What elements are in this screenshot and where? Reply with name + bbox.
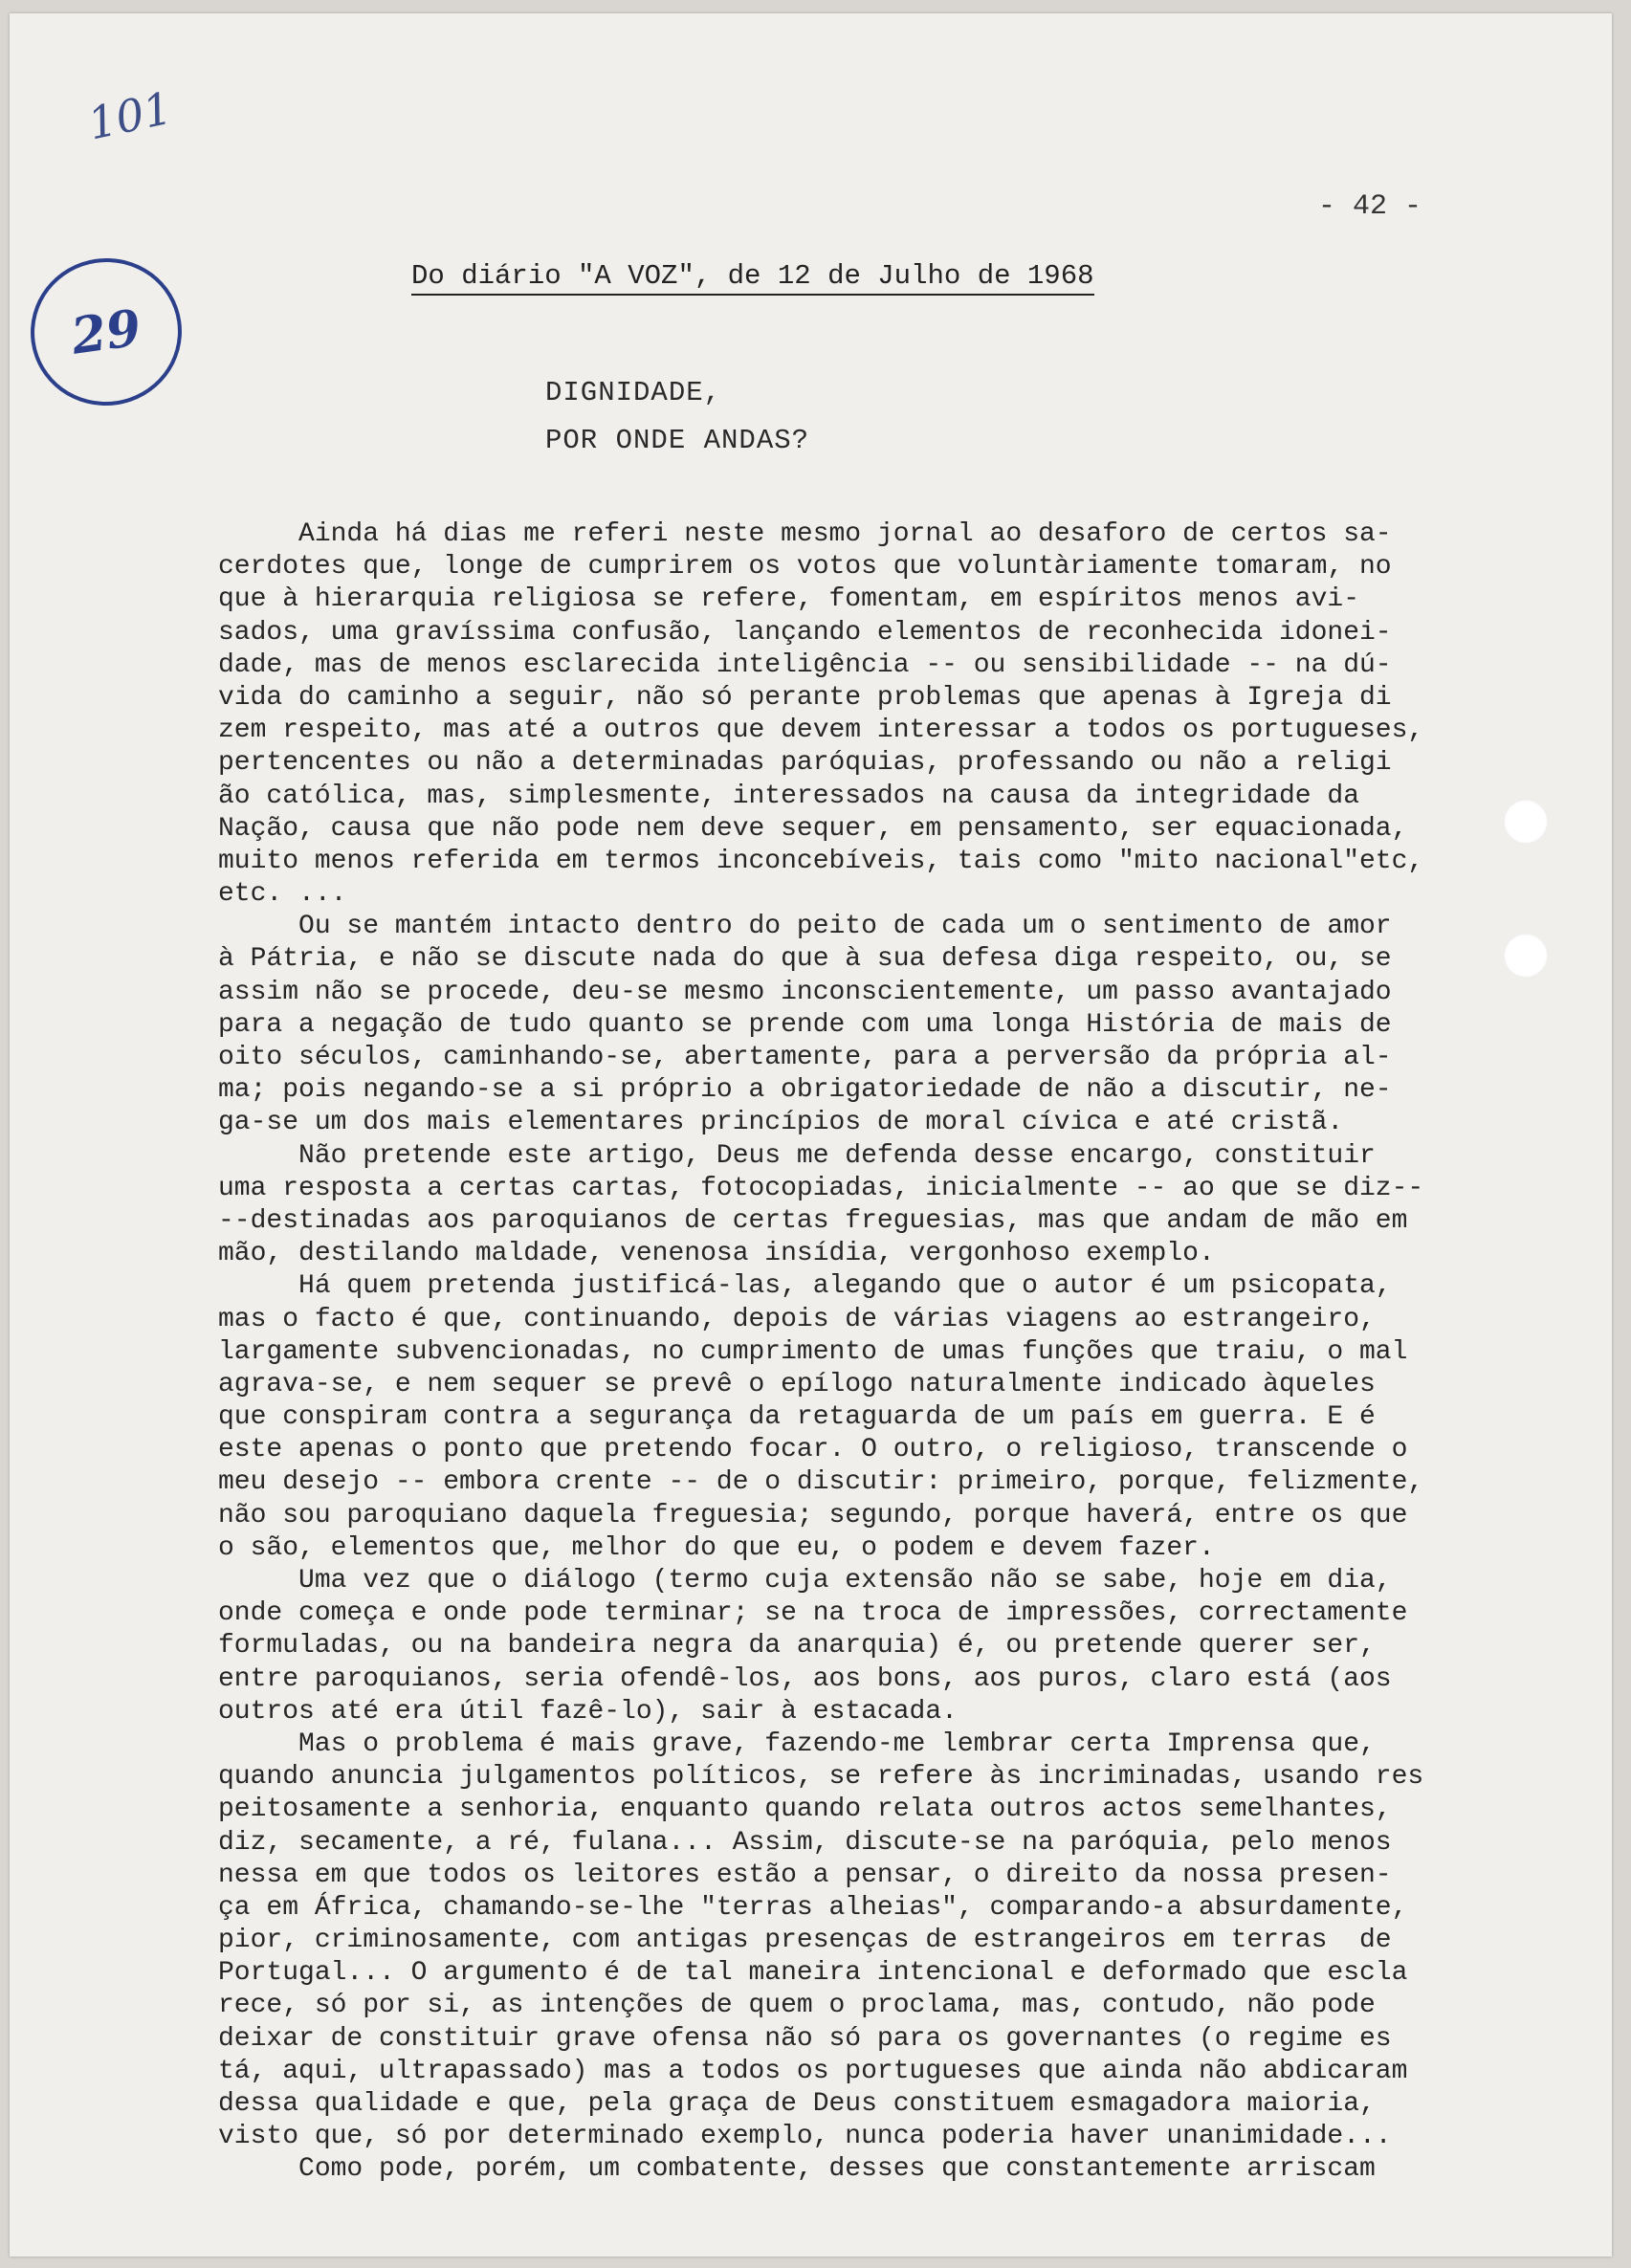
text-line: onde começa e onde pode terminar; se na troca de impressões, correctamente	[218, 1598, 1408, 1629]
text-line: vida do caminho a seguir, não só perante problemas que apenas à Igreja di	[218, 682, 1392, 713]
text-line: Mas o problema é mais grave, fazendo-me lembrar certa Imprensa que,	[218, 1729, 1376, 1759]
text-line: que à hierarquia religiosa se refere, fomentam, em espíritos menos avi-	[218, 584, 1359, 615]
headline-line-1: DIGNIDADE,	[545, 377, 722, 408]
text-line: Ainda há dias me referi neste mesmo jornal ao desaforo de certos sa-	[218, 519, 1392, 549]
text-line: zem respeito, mas até a outros que devem interessar a todos os portugueses,	[218, 716, 1424, 746]
document-page	[10, 13, 1612, 2257]
text-line: ça em África, chamando-se-lhe "terras alheias", comparando-a absurdamente,	[218, 1892, 1408, 1923]
handwritten-page-number: 101	[83, 81, 177, 150]
source-line: Do diário "A VOZ", de 12 de Julho de 1968	[411, 260, 1094, 296]
text-line: formuladas, ou na bandeira negra da anarquia) é, ou pretende querer ser,	[218, 1631, 1376, 1662]
headline-line-2: POR ONDE ANDAS?	[545, 425, 810, 456]
text-line: Portugal... O argumento é de tal maneira intencional e deformado que escla	[218, 1958, 1408, 1989]
text-line: peitosamente a senhoria, enquanto quando relata outros actos semelhantes,	[218, 1795, 1392, 1825]
text-line: o são, elementos que, melhor do que eu, o podem e devem fazer.	[218, 1532, 1215, 1563]
text-line: dade, mas de menos esclarecida inteligência -- ou sensibilidade -- na dú-	[218, 650, 1392, 680]
text-line: Não pretende este artigo, Deus me defenda desse encargo, constituir	[218, 1140, 1376, 1171]
text-line: pertencentes ou não a determinadas paróquias, professando ou não a religi	[218, 748, 1392, 779]
text-line: --destinadas aos paroquianos de certas freguesias, mas que andam de mão em	[218, 1205, 1408, 1236]
text-line: meu desejo -- embora crente -- de o discutir: primeiro, porque, felizmente,	[218, 1467, 1424, 1498]
text-line: mas o facto é que, continuando, depois de várias viagens ao estrangeiro,	[218, 1304, 1376, 1334]
text-line: Nação, causa que não pode nem deve sequer, em pensamento, ser equacionada,	[218, 813, 1408, 844]
text-line: ma; pois negando-se a si próprio a obrigatoriedade de não a discutir, ne-	[218, 1075, 1392, 1106]
text-line: uma resposta a certas cartas, fotocopiadas, inicialmente -- ao que se diz--	[218, 1173, 1424, 1203]
text-line: rece, só por si, as intenções de quem o proclama, mas, contudo, não pode	[218, 1991, 1376, 2021]
page-number: - 42 -	[1318, 190, 1422, 223]
text-line: ão católica, mas, simplesmente, interessados na causa da integridade da	[218, 781, 1359, 811]
text-line: largamente subvencionadas, no cumprimento de umas funções que traiu, o mal	[218, 1336, 1408, 1367]
text-line: sados, uma gravíssima confusão, lançando elementos de reconhecida idonei-	[218, 617, 1392, 648]
text-line: pior, criminosamente, com antigas presenças de estrangeiros em terras de	[218, 1926, 1392, 1956]
punch-hole	[1504, 934, 1548, 978]
text-line: etc. ...	[218, 879, 347, 910]
text-line: cerdotes que, longe de cumprirem os votos que voluntàriamente tomaram, no	[218, 552, 1392, 583]
text-line: mão, destilando maldade, venenosa insídia, vergonhoso exemplo.	[218, 1239, 1215, 1269]
text-line: assim não se procede, deu-se mesmo inconscientemente, um passo avantajado	[218, 977, 1392, 1007]
text-line: Como pode, porém, um combatente, desses que constantemente arriscam	[218, 2154, 1376, 2185]
punch-hole	[1504, 800, 1548, 844]
text-line: deixar de constituir grave ofensa não só para os governantes (o regime es	[218, 2023, 1392, 2054]
text-line: Uma vez que o diálogo (termo cuja extensão não se sabe, hoje em dia,	[218, 1566, 1392, 1596]
text-line: para a negação de tudo quanto se prende com uma longa História de mais de	[218, 1009, 1392, 1040]
text-line: outros até era útil fazê-lo), sair à estacada.	[218, 1696, 958, 1727]
text-line: ga-se um dos mais elementares princípios de moral cívica e até cristã.	[218, 1108, 1344, 1138]
text-line: quando anuncia julgamentos políticos, se refere às incriminadas, usando res	[218, 1762, 1424, 1793]
text-line: nessa em que todos os leitores estão a pensar, o direito da nossa presen-	[218, 1860, 1392, 1890]
text-line: Ou se mantém intacto dentro do peito de cada um o sentimento de amor	[218, 912, 1392, 942]
text-line: à Pátria, e não se discute nada do que à sua defesa diga respeito, ou, se	[218, 944, 1392, 975]
text-line: não sou paroquiano daquela freguesia; segundo, porque haverá, entre os que	[218, 1500, 1408, 1530]
text-line: oito séculos, caminhando-se, abertamente, para a perversão da própria al-	[218, 1043, 1392, 1072]
text-line: diz, secamente, a ré, fulana... Assim, discute-se na paróquia, pelo menos	[218, 1827, 1392, 1858]
text-line: este apenas o ponto que pretendo focar. O outro, o religioso, transcende o	[218, 1435, 1408, 1465]
text-line: entre paroquianos, seria ofendê-los, aos bons, aos puros, claro está (aos	[218, 1663, 1392, 1694]
text-line: tá, aqui, ultrapassado) mas a todos os portugueses que ainda não abdicaram	[218, 2056, 1408, 2086]
text-line: dessa qualidade e que, pela graça de Deus constituem esmagadora maioria,	[218, 2089, 1376, 2119]
text-line: agrava-se, e nem sequer se prevê o epílogo naturalmente indicado àqueles	[218, 1369, 1376, 1399]
text-line: visto que, só por determinado exemplo, nunca poderia haver unanimidade...	[218, 2122, 1392, 2152]
text-line: Há quem pretenda justificá-las, alegando que o autor é um psicopata,	[218, 1271, 1392, 1302]
circled-number-stamp: 29	[21, 249, 191, 415]
text-line: que conspiram contra a segurança da retaguarda de um país em guerra. E é	[218, 1402, 1376, 1433]
article-body	[218, 518, 1500, 2187]
text-line: muito menos referida em termos inconcebíveis, tais como "mito nacional"etc,	[218, 846, 1424, 876]
